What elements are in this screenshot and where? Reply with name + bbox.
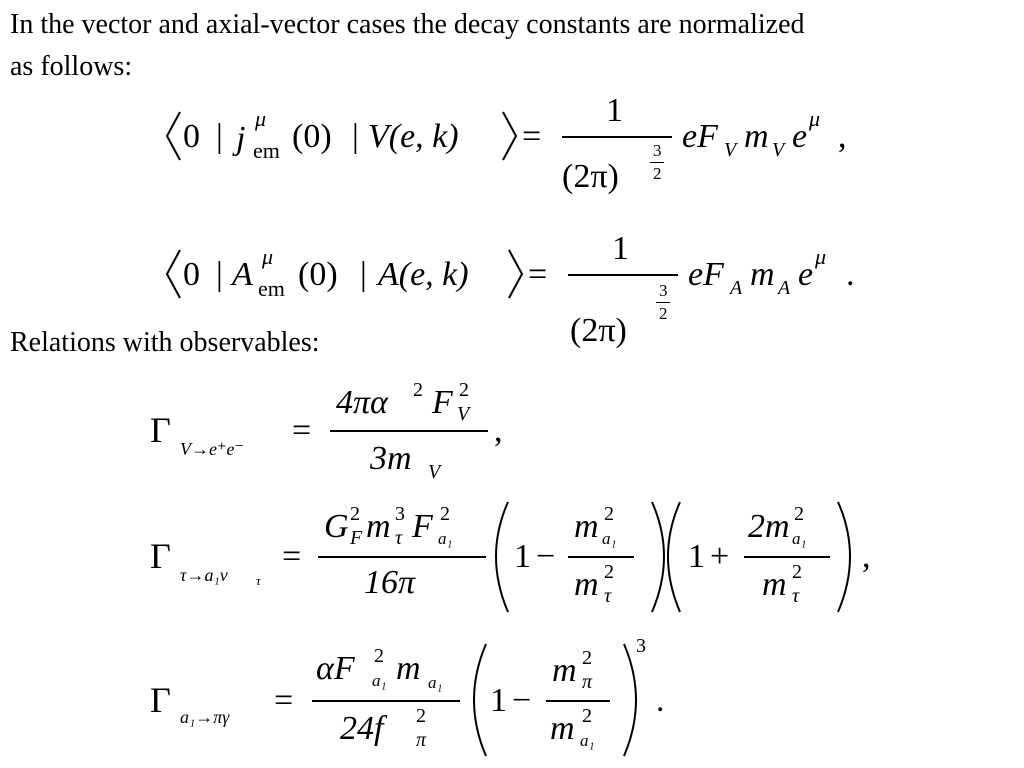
eq5-p-one: 1: [490, 682, 507, 719]
eq2-zero: 0: [183, 256, 200, 293]
eq4-p2-one: 1: [688, 538, 705, 575]
eq5-p-num-m: m: [552, 652, 577, 689]
eq1-j-sub: em: [253, 138, 280, 163]
eq5-p-fraction-bar: [546, 700, 610, 702]
eq1-end: ,: [838, 118, 847, 155]
eq1-rhs-m: m: [744, 118, 769, 155]
eq3-numer-F: F: [432, 384, 453, 421]
eq1-denominator-base: (2π): [562, 158, 619, 195]
eq3-numer-F-sup: 2: [459, 379, 469, 401]
eq2-rhs-sub-A1: A: [730, 277, 743, 299]
eq4-p1-minus: −: [536, 538, 556, 575]
eq1-zero: 0: [183, 118, 200, 155]
eq5-denominator-sup: 2: [416, 705, 426, 727]
intro-text-line1: In the vector and axial-vector cases the decay constants are normalized: [10, 9, 805, 40]
eq3-numer-4pialpha: 4πα: [336, 384, 388, 421]
eq4-p1-num-m: m: [574, 508, 599, 545]
eq1-rhs-sub-V1: V: [724, 139, 737, 161]
eq2-denominator-base: (2π): [570, 312, 627, 349]
eq3-gamma-sub: V→e⁺e⁻: [180, 439, 244, 459]
eq4-p1-one: 1: [514, 538, 531, 575]
eq4-equals: =: [282, 538, 302, 575]
eq4-numer-m: m: [366, 508, 391, 545]
eq2-bar2: |: [360, 256, 367, 293]
eq5-gamma-sub: a₁→πγ: [180, 707, 230, 727]
eq4-gamma: Γ: [150, 536, 171, 576]
eq1-j: j: [236, 120, 246, 157]
eq1-numerator: 1: [606, 92, 623, 129]
eq1-rhs-sub-V2: V: [772, 139, 785, 161]
eq1-rhs-e: e: [792, 118, 808, 155]
eq5-numer-F-sup: 2: [374, 645, 384, 667]
eq2-rhs-eF: eF: [688, 256, 724, 293]
eq5-numer-alphaF: αF: [316, 650, 355, 687]
eq3-gamma: Γ: [150, 410, 171, 450]
eq2-bar1: |: [216, 256, 223, 293]
eq1-exp-numerator: 3: [653, 141, 662, 160]
eq4-end: ,: [862, 538, 871, 575]
eq4-numer-F-sub: a₁: [438, 529, 453, 548]
eq1-j-sup: μ: [255, 106, 267, 131]
eq4-numer-G-sup: 2: [350, 503, 360, 525]
eq4-gamma-sub: τ→a₁ν: [180, 565, 228, 585]
eq2-exp-numerator: 3: [659, 281, 668, 300]
eq4-denominator: 16π: [364, 564, 416, 601]
eq4-p2-num-sub: a₁: [792, 529, 807, 548]
eq3-end: ,: [494, 412, 503, 449]
eq2-equals: =: [528, 256, 548, 293]
eq1-rhs-sup: μ: [809, 106, 821, 131]
eq2-rhs-sub-A2: A: [778, 277, 791, 299]
eq2-exp-denominator: 2: [659, 304, 668, 323]
eq5-gamma: Γ: [150, 680, 171, 720]
eq4-p2-den-sub: τ: [792, 585, 800, 607]
eq5-p-num-sup: 2: [582, 647, 592, 669]
eq4-p1-num-sup: 2: [604, 503, 614, 525]
eq2-rhs-e: e: [798, 256, 814, 293]
eq1-state: V(e, k): [368, 118, 459, 155]
eq5-p-den-m: m: [550, 710, 575, 747]
eq5-p-minus: −: [512, 682, 532, 719]
eq5-power: 3: [636, 635, 646, 657]
eq4-numer-m-sup: 3: [395, 503, 405, 525]
eq5-p-num-sub: π: [582, 671, 593, 693]
eq4-p2-den-m: m: [762, 566, 787, 603]
eq4-numer-m-sub: τ: [395, 527, 403, 549]
eq2-end: .: [846, 256, 855, 293]
eq4-p2-den-sup: 2: [792, 561, 802, 583]
eq2-A: A: [232, 256, 253, 293]
eq5-denominator-sub: π: [416, 729, 427, 751]
eq5-numer-m: m: [396, 650, 421, 687]
eq4-gamma-sub2: τ: [256, 573, 261, 588]
eq4-p1-den-sup: 2: [604, 561, 614, 583]
eq1-arg: (0): [292, 118, 332, 155]
eq4-p1-num-sub: a₁: [602, 529, 617, 548]
eq2-A-sub: em: [258, 276, 285, 301]
eq2-rhs-m: m: [750, 256, 775, 293]
eq4-numer-F-sup: 2: [440, 503, 450, 525]
eq1-rhs-eF: eF: [682, 118, 718, 155]
eq3-numer-alpha-sup: 2: [413, 379, 423, 401]
eq1-bar1: |: [216, 118, 223, 155]
eq4-p2-num-2m: 2m: [748, 508, 790, 545]
eq4-p2-plus: +: [710, 538, 730, 575]
eq2-state: A(e, k): [378, 256, 469, 293]
eq4-numer-G: G: [324, 508, 349, 545]
eq3-equals: =: [292, 412, 312, 449]
eq4-numer-F: F: [412, 508, 433, 545]
eq5-equals: =: [274, 682, 294, 719]
eq2-A-sup: μ: [262, 244, 274, 269]
eq2-rhs-sup: μ: [815, 244, 827, 269]
eq2-numerator: 1: [612, 230, 629, 267]
eq2-arg: (0): [298, 256, 338, 293]
eq5-p-den-sup: 2: [582, 705, 592, 727]
eq5-numer-m-sub: a₁: [428, 673, 443, 692]
eq5-end: .: [656, 682, 665, 719]
eq4-p1-den-sub: τ: [604, 585, 612, 607]
eq1-equals: =: [522, 118, 542, 155]
eq1-exp-denominator: 2: [653, 164, 662, 183]
eq5-denominator: 24f: [340, 710, 384, 747]
eq3-numer-F-sub: V: [457, 403, 470, 425]
eq4-p1-den-m: m: [574, 566, 599, 603]
eq5-p-den-sub: a₁: [580, 731, 595, 750]
eq3-denominator: 3m: [370, 440, 412, 477]
eq5-numer-F-sub: a₁: [372, 671, 387, 690]
eq3-denominator-sub: V: [428, 461, 441, 483]
eq4-p2-num-sup: 2: [794, 503, 804, 525]
eq4-numer-G-sub: F: [350, 527, 363, 549]
relations-heading: Relations with observables:: [10, 327, 320, 358]
eq1-bar2: |: [352, 118, 359, 155]
intro-text-line2: as follows:: [10, 51, 133, 82]
